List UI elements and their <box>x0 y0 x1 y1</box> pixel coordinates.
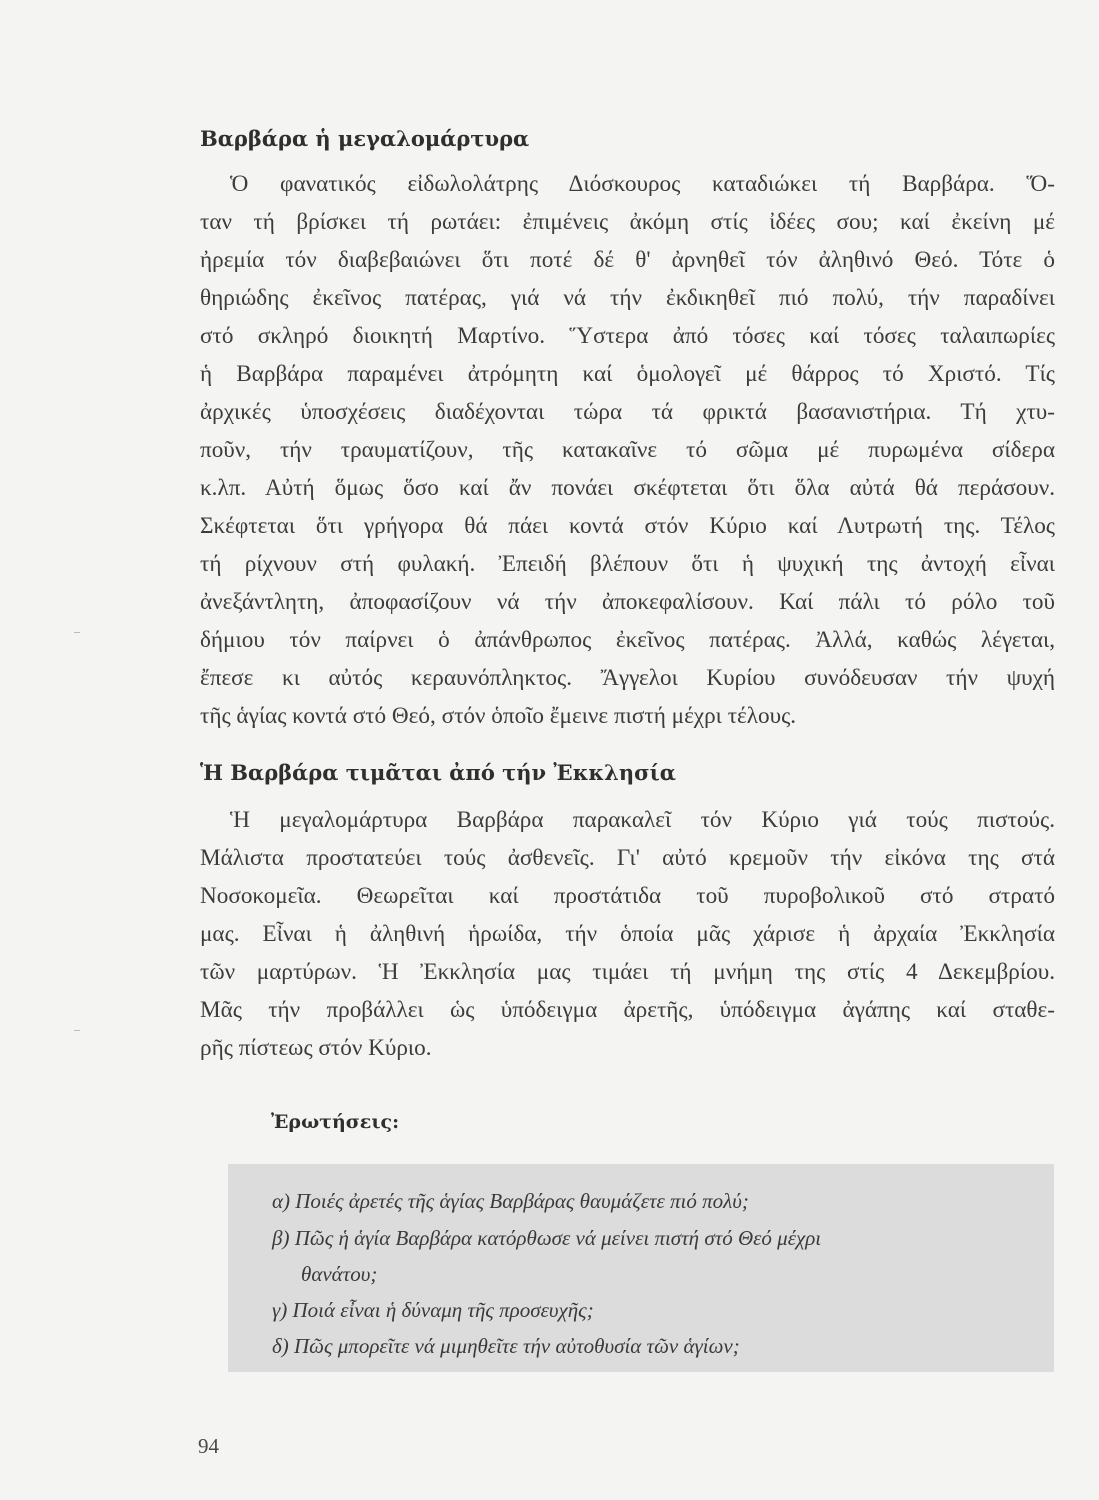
section-body-honored <box>200 801 1055 1067</box>
body-line: τῆς ἁγίας κοντά στό Θεό, στόν ὁποῖο ἔμεινε πιστή μέχρι τέλους. <box>200 703 797 729</box>
body-line: τή ρίχνουν στή φυλακή. Ἐπειδή βλέπουν ὅτι ἡ ψυχική της ἀντοχή εἶναι <box>200 551 1055 577</box>
question-item: γ) Ποιά εἶναι ἡ δύναμη τῆς προσευχῆς; <box>272 1298 594 1322</box>
body-line: Ὁ φανατικός εἰδωλολάτρης Διόσκουρος καταδιώκει τή Βαρβάρα. Ὅ- <box>230 171 1055 197</box>
margin-mark <box>74 1030 80 1031</box>
question-item: β) Πῶς ἡ ἁγία Βαρβάρα κατόρθωσε νά μείνει πιστή στό Θεό μέχρι <box>272 1226 822 1250</box>
questions-title: Ἐρωτήσεις: <box>271 1111 400 1133</box>
body-line: ρῆς πίστεως στόν Κύριο. <box>200 1035 432 1061</box>
body-line: ἡ Βαρβάρα παραμένει ἀτρόμητη καί ὁμολογεῖ μέ θάρρος τό Χριστό. Τίς <box>200 361 1055 387</box>
section-title-barbara-honored: Ἡ Βαρβάρα τιμᾶται ἀπό τήν Ἐκκλησία <box>200 760 676 785</box>
body-line: τῶν μαρτύρων. Ἡ Ἐκκλησία μας τιμάει τή μνήμη της στίς 4 Δεκεμβρίου. <box>200 959 1055 985</box>
question-item: α) Ποιές ἀρετές τῆς ἁγίας Βαρβάρας θαυμάζετε πιό πολύ; <box>272 1189 749 1213</box>
body-line: θηριώδης ἐκεῖνος πατέρας, γιά νά τήν ἐκδικηθεῖ πιό πολύ, τήν παραδίνει <box>200 285 1055 311</box>
body-line: μας. Εἶναι ἡ ἀληθινή ἡρωίδα, τήν ὁποία μᾶς χάρισε ἡ ἀρχαία Ἐκκλησία <box>200 921 1055 947</box>
body-line: δήμιου τόν παίρνει ὁ ἀπάνθρωπος ἐκεῖνος πατέρας. Ἀλλά, καθώς λέγεται, <box>200 627 1055 653</box>
page-number: 94 <box>198 1434 219 1458</box>
body-line: Νοσοκομεῖα. Θεωρεῖται καί προστάτιδα τοῦ πυροβολικοῦ στό στρατό <box>200 883 1055 909</box>
margin-mark <box>74 632 80 633</box>
body-line: κ.λπ. Αὐτή ὅμως ὅσο καί ἄν πονάει σκέφτεται ὅτι ὅλα αὐτά θά περάσουν. <box>200 475 1055 501</box>
body-line: Μᾶς τήν προβάλλει ὡς ὑπόδειγμα ἀρετῆς, ὑπόδειγμα ἀγάπης καί σταθε- <box>200 997 1055 1023</box>
body-line: ἔπεσε κι αὐτός κεραυνόπληκτος. Ἄγγελοι Κυρίου συνόδευσαν τήν ψυχή <box>200 665 1055 691</box>
body-line: Σκέφτεται ὅτι γρήγορα θά πάει κοντά στόν Κύριο καί Λυτρωτή της. Τέλος <box>200 513 1055 539</box>
body-line: ἀρχικές ὑποσχέσεις διαδέχονται τώρα τά φρικτά βασανιστήρια. Τή χτυ- <box>200 399 1055 425</box>
section-title-barbara-megalomartyra: Βαρβάρα ἡ μεγαλομάρτυρα <box>200 126 530 151</box>
body-line: στό σκληρό διοικητή Μαρτίνο. Ὕστερα ἀπό τόσες καί τόσες ταλαιπωρίες <box>200 323 1055 349</box>
questions-box <box>228 1164 1054 1372</box>
body-line: ποῦν, τήν τραυματίζουν, τῆς κατακαῖνε τό σῶμα μέ πυρωμένα σίδερα <box>200 437 1055 463</box>
body-line: Μάλιστα προστατεύει τούς ἀσθενεῖς. Γι' αὐτό κρεμοῦν τήν εἰκόνα της στά <box>200 845 1055 871</box>
question-item: δ) Πῶς μπορεῖτε νά μιμηθεῖτε τήν αὐτοθυσία τῶν ἁγίων; <box>272 1334 740 1358</box>
body-line: Ἡ μεγαλομάρτυρα Βαρβάρα παρακαλεῖ τόν Κύριο γιά τούς πιστούς. <box>230 807 1055 833</box>
section-body-barbara <box>200 165 1055 735</box>
body-line: ἠρεμία τόν διαβεβαιώνει ὅτι ποτέ δέ θ' ἀρνηθεῖ τόν ἀληθινό Θεό. Τότε ὁ <box>200 247 1055 273</box>
body-line: ταν τή βρίσκει τή ρωτάει: ἐπιμένεις ἀκόμη στίς ἰδέες σου; καί ἐκείνη μέ <box>200 209 1055 235</box>
question-item: θανάτου; <box>301 1262 378 1286</box>
body-line: ἀνεξάντλητη, ἀποφασίζουν νά τήν ἀποκεφαλίσουν. Καί πάλι τό ρόλο τοῦ <box>200 589 1055 615</box>
